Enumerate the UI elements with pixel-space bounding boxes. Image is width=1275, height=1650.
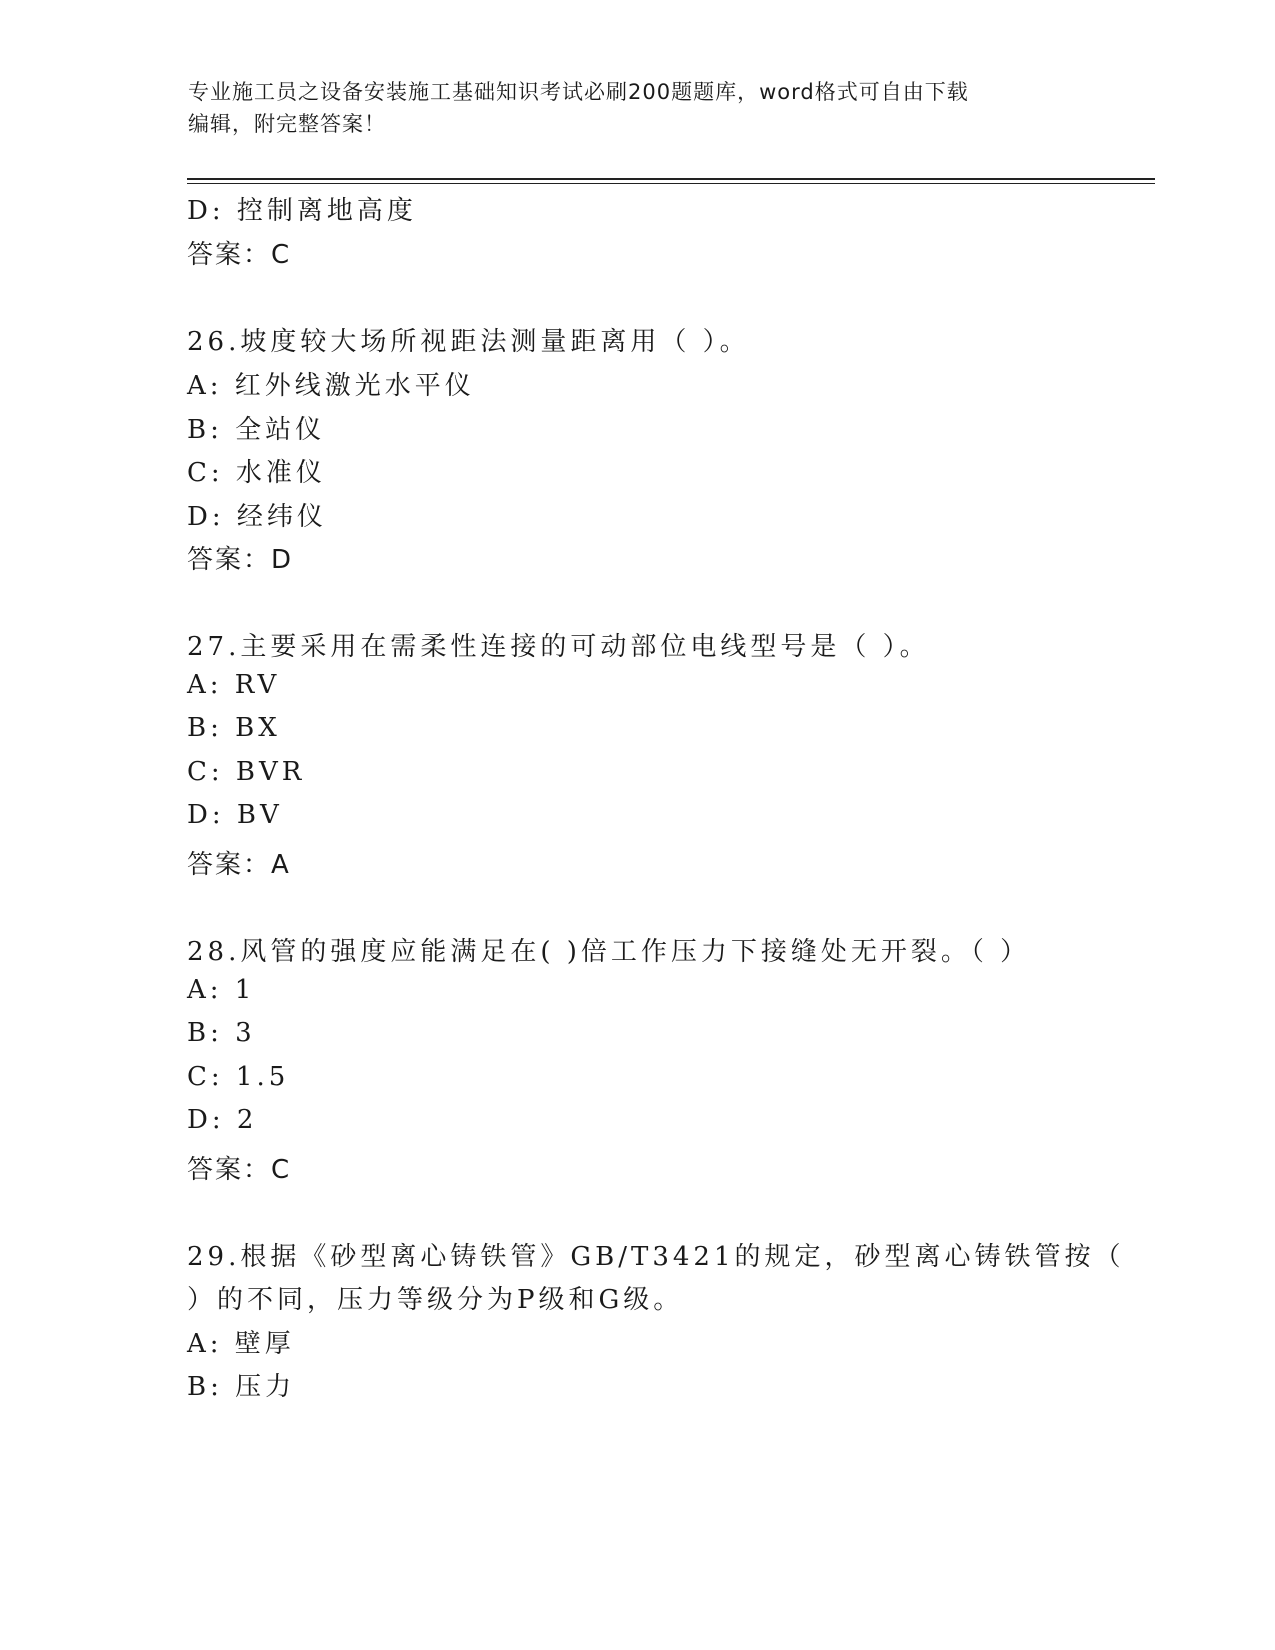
answer-line: 答案：D xyxy=(187,545,294,575)
option-line: D: 2 xyxy=(187,1105,258,1135)
option-line: D: 控制离地高度 xyxy=(187,196,417,226)
option-line: C: BVR xyxy=(187,757,306,787)
option-line: D: 经纬仪 xyxy=(187,502,327,532)
option-line: D: BV xyxy=(187,800,283,830)
header-rule-thick xyxy=(187,178,1155,180)
answer-line: 答案：C xyxy=(187,1155,292,1185)
document-header xyxy=(188,76,1088,140)
header-line-1: 专业施工员之设备安装施工基础知识考试必刷200题题库，word格式可自由下载 xyxy=(188,80,969,104)
question-line: 29.根据《砂型离心铸铁管》GB/T3421的规定，砂型离心铸铁管按（ xyxy=(187,1242,1125,1272)
option-line: B: BX xyxy=(187,713,281,743)
question-continuation-line: ）的不同，压力等级分为P级和G级。 xyxy=(187,1285,684,1315)
option-line: A: 红外线激光水平仪 xyxy=(187,371,475,401)
header-rule-thin xyxy=(187,183,1155,184)
option-line: A: 1 xyxy=(187,975,256,1005)
option-line: B: 全站仪 xyxy=(187,415,326,445)
header-line-2: 编辑，附完整答案！ xyxy=(188,112,386,136)
answer-line: 答案：A xyxy=(187,850,291,880)
question-line: 27.主要采用在需柔性连接的可动部位电线型号是（ ）。 xyxy=(187,632,930,662)
option-line: C: 1.5 xyxy=(187,1062,290,1092)
question-line: 26.坡度较大场所视距法测量距离用（ ）。 xyxy=(187,327,750,357)
option-line: B: 压力 xyxy=(187,1372,296,1402)
option-line: A: 壁厚 xyxy=(187,1329,295,1359)
answer-line: 答案：C xyxy=(187,240,292,270)
option-line: B: 3 xyxy=(187,1018,256,1048)
question-line: 28.风管的强度应能满足在( )倍工作压力下接缝处无开裂。（ ） xyxy=(187,937,1031,967)
option-line: C: 水准仪 xyxy=(187,458,326,488)
option-line: A: RV xyxy=(187,670,281,700)
